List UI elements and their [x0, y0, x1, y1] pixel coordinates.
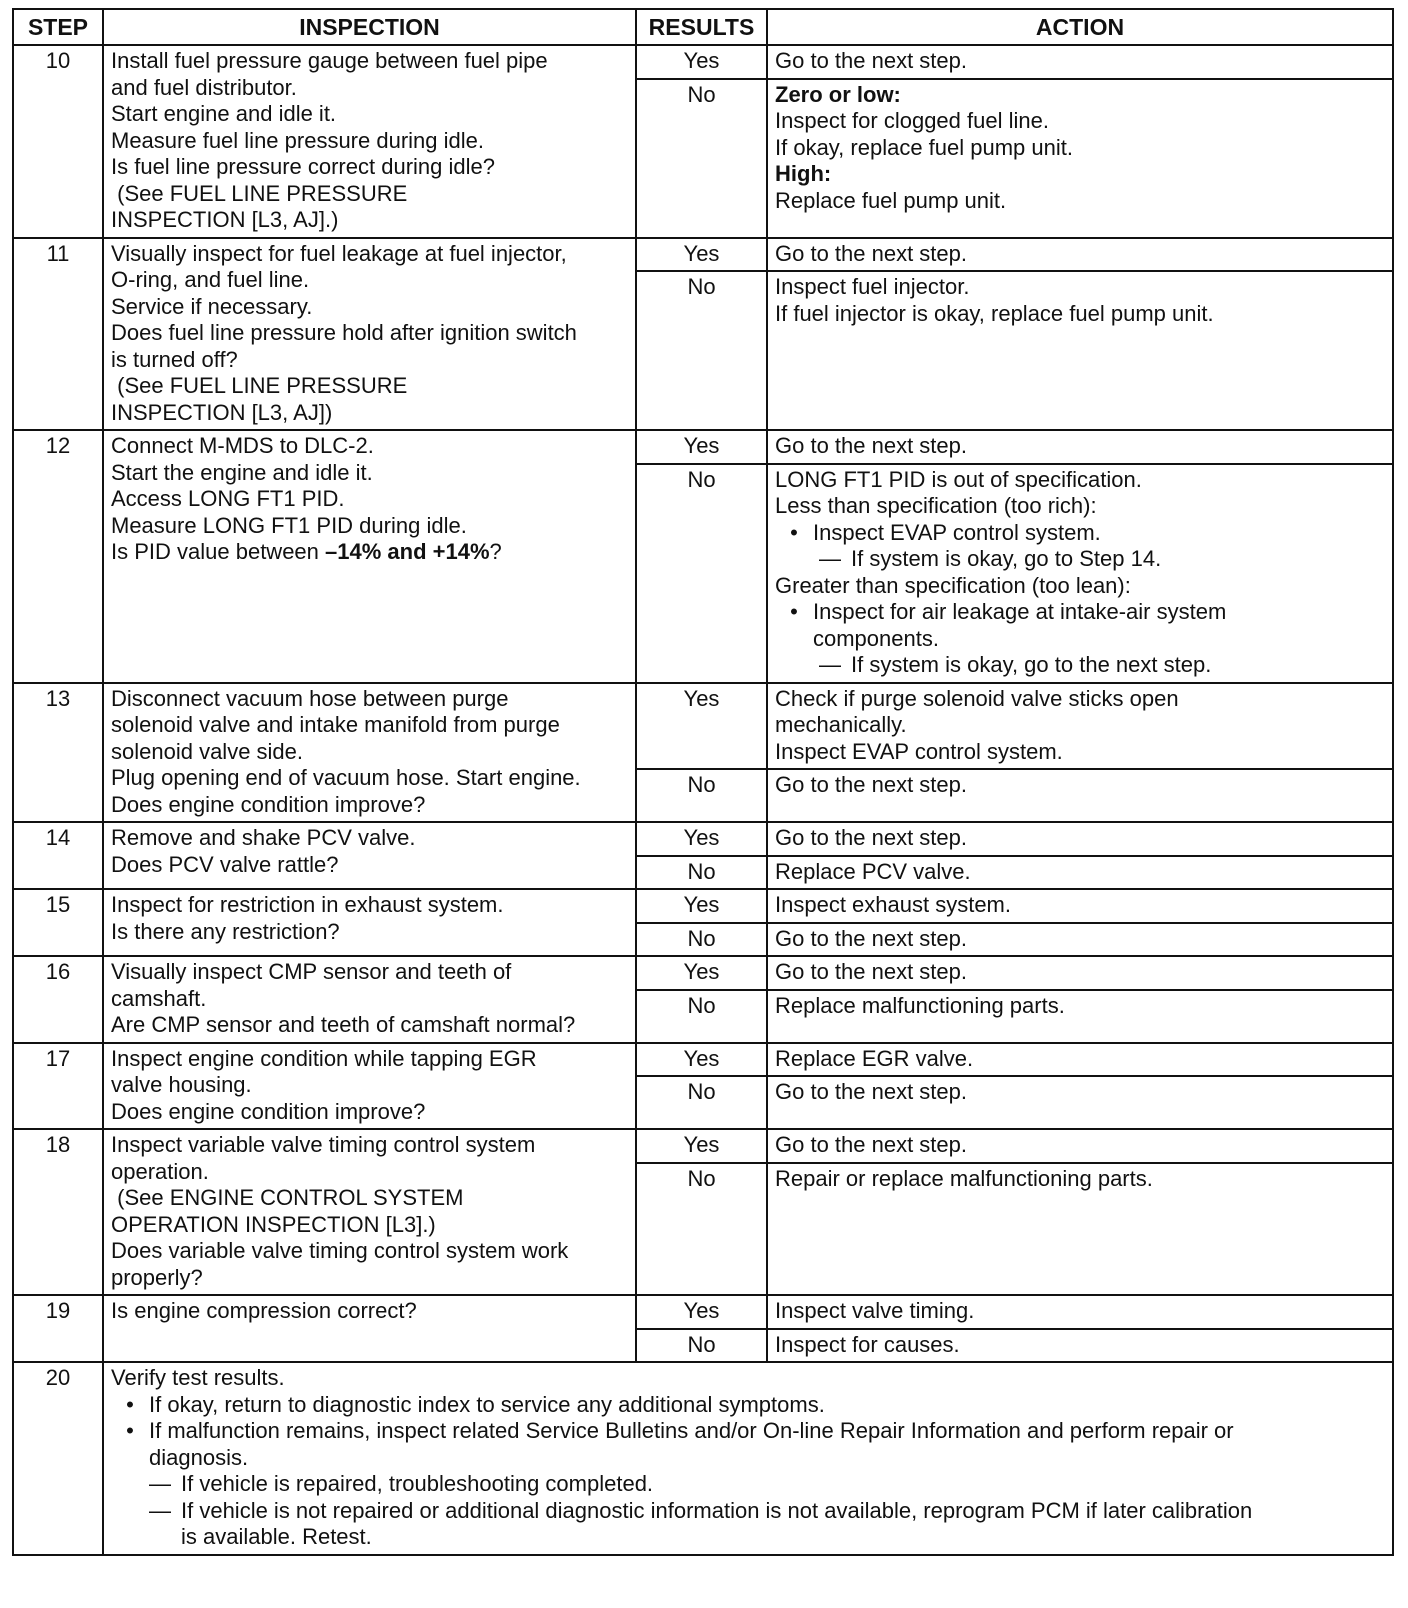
dash-text: If system is okay, go to the next step.: [851, 652, 1212, 677]
inspection-cell: [103, 889, 636, 956]
action-line: Inspect for clogged fuel line.: [775, 108, 1049, 133]
final-line: Verify test results.: [111, 1365, 285, 1390]
action-no: [767, 79, 1393, 238]
action-line: Less than specification (too rich):: [775, 493, 1097, 518]
result-yes: Yes: [636, 822, 767, 856]
column-header-action: ACTION: [767, 9, 1393, 45]
bullet-item: [775, 599, 1385, 626]
result-no: No: [636, 1076, 767, 1129]
result-yes: Yes: [636, 889, 767, 923]
dash-item: [775, 546, 1385, 573]
step-number: 12: [13, 430, 103, 683]
dash-item: [111, 1471, 1385, 1498]
inspection-line: is turned off?: [111, 346, 238, 372]
inspection-line: Does engine condition improve?: [111, 1098, 426, 1124]
inspection-cell: [103, 683, 636, 823]
inspection-cell: [103, 1295, 636, 1362]
inspection-line: Is fuel line pressure correct during idle?: [111, 154, 495, 179]
dash-icon: —: [149, 1497, 171, 1523]
inspection-line: Visually inspect for fuel leakage at fuel injector,: [111, 240, 567, 266]
result-no: No: [636, 769, 767, 822]
table-row: [13, 822, 1393, 856]
inspection-line: Measure LONG FT1 PID during idle.: [111, 512, 467, 538]
result-no: No: [636, 464, 767, 683]
inspection-line: Does fuel line pressure hold after ignition switch: [111, 320, 577, 345]
action-line: LONG FT1 PID is out of specification.: [775, 466, 1142, 492]
inspection-cell: [103, 956, 636, 1043]
table-row-final: [13, 1362, 1393, 1555]
step-number: 10: [13, 45, 103, 238]
dash-text: If vehicle is not repaired or additional diagnostic information is not available, reprogram PCM if later calibration: [181, 1497, 1253, 1523]
inspection-question: [111, 539, 628, 566]
table-row: [13, 889, 1393, 923]
action-line: If okay, replace fuel pump unit.: [775, 134, 1073, 160]
step-number: 13: [13, 683, 103, 823]
inspection-line: Measure fuel line pressure during idle.: [111, 127, 484, 153]
dash-text: is available. Retest.: [181, 1524, 372, 1549]
column-header-step: STEP: [13, 9, 103, 45]
action-yes: Inspect valve timing.: [767, 1295, 1393, 1329]
inspection-line: Are CMP sensor and teeth of camshaft normal?: [111, 1012, 576, 1037]
result-no: No: [636, 856, 767, 890]
dash-icon: —: [819, 652, 841, 677]
result-yes: Yes: [636, 1295, 767, 1329]
inspection-cell: [103, 430, 636, 683]
action-subheading: High:: [775, 161, 832, 186]
action-line: Check if purge solenoid valve sticks open: [775, 685, 1179, 711]
table-row: [13, 956, 1393, 990]
inspection-line: O-ring, and fuel line.: [111, 267, 310, 292]
table-row: [13, 683, 1393, 770]
result-yes: Yes: [636, 1043, 767, 1077]
bullet-item: [111, 1418, 1385, 1445]
diagnostic-procedure-sheet: [12, 8, 1392, 1556]
inspection-line: properly?: [111, 1264, 203, 1290]
action-no: Replace malfunctioning parts.: [767, 990, 1393, 1043]
inspection-line: Does engine condition improve?: [111, 791, 426, 817]
bullet-icon: •: [126, 1391, 134, 1417]
inspection-line: and fuel distributor.: [111, 74, 297, 100]
inspection-line: operation.: [111, 1158, 209, 1184]
step-number: 17: [13, 1043, 103, 1130]
action-yes: [767, 683, 1393, 770]
result-no: No: [636, 990, 767, 1043]
inspection-line: Is engine compression correct?: [111, 1298, 417, 1323]
result-yes: Yes: [636, 683, 767, 770]
question-range: –14% and +14%: [325, 539, 490, 564]
action-yes: Go to the next step.: [767, 45, 1393, 79]
question-mark: ?: [489, 539, 502, 564]
inspection-line: Access LONG FT1 PID.: [111, 486, 345, 511]
inspection-line: Install fuel pressure gauge between fuel pipe: [111, 48, 548, 73]
bullet-item: [775, 520, 1385, 547]
action-yes: Inspect exhaust system.: [767, 889, 1393, 923]
inspection-cell: [103, 822, 636, 889]
diagnostic-table: [12, 8, 1394, 1556]
result-yes: Yes: [636, 45, 767, 79]
dash-text: If vehicle is repaired, troubleshooting completed.: [181, 1471, 654, 1496]
table-row: [13, 430, 1393, 464]
action-yes: Replace EGR valve.: [767, 1043, 1393, 1077]
bullet-text: Inspect for air leakage at intake-air system: [813, 599, 1227, 624]
action-no: [767, 464, 1393, 683]
step-number: 20: [13, 1362, 103, 1555]
bullet-continuation: components.: [813, 625, 939, 651]
result-no: No: [636, 1163, 767, 1296]
inspection-line: Remove and shake PCV valve.: [111, 825, 416, 850]
dash-item: [775, 652, 1385, 679]
action-line: Replace fuel pump unit.: [775, 187, 1007, 213]
action-no: Inspect for causes.: [767, 1329, 1393, 1363]
action-yes: Go to the next step.: [767, 956, 1393, 990]
step-number: 15: [13, 889, 103, 956]
action-line: Inspect EVAP control system.: [775, 738, 1063, 764]
inspection-cell: [103, 1043, 636, 1130]
table-row: [13, 1295, 1393, 1329]
inspection-line: solenoid valve and intake manifold from purge: [111, 712, 560, 737]
bullet-text: If okay, return to diagnostic index to service any additional symptoms.: [149, 1391, 825, 1417]
step-number: 18: [13, 1129, 103, 1295]
bullet-icon: •: [790, 599, 798, 624]
table-row: [13, 238, 1393, 272]
inspection-line: Start engine and idle it.: [111, 101, 337, 126]
question-text: Is PID value between: [111, 539, 326, 564]
action-yes: Go to the next step.: [767, 430, 1393, 464]
dash-text: If system is okay, go to Step 14.: [851, 546, 1162, 571]
inspection-line: Inspect for restriction in exhaust system.: [111, 892, 504, 917]
inspection-line: Does variable valve timing control system work: [111, 1238, 569, 1263]
bullet-icon: •: [126, 1418, 134, 1443]
bullet-text: Inspect EVAP control system.: [813, 519, 1101, 545]
inspection-cell: [103, 238, 636, 431]
column-header-inspection: INSPECTION: [103, 9, 636, 45]
action-no: Replace PCV valve.: [767, 856, 1393, 890]
step-number: 11: [13, 238, 103, 431]
action-no: Go to the next step.: [767, 769, 1393, 822]
inspection-line: Disconnect vacuum hose between purge: [111, 685, 509, 711]
action-line: Greater than specification (too lean):: [775, 572, 1131, 598]
dash-icon: —: [149, 1471, 171, 1496]
inspection-line: Is there any restriction?: [111, 918, 340, 944]
action-yes: Go to the next step.: [767, 1129, 1393, 1163]
action-no: Go to the next step.: [767, 923, 1393, 957]
inspection-cell: [103, 45, 636, 238]
step-number: 14: [13, 822, 103, 889]
inspection-line: Visually inspect CMP sensor and teeth of: [111, 959, 512, 984]
inspection-line: solenoid valve side.: [111, 738, 304, 764]
inspection-line: camshaft.: [111, 985, 207, 1011]
table-row: [13, 1043, 1393, 1077]
result-no: No: [636, 79, 767, 238]
inspection-line: INSPECTION [L3, AJ]): [111, 399, 333, 425]
inspection-line: Start the engine and idle it.: [111, 459, 373, 485]
inspection-line: Does PCV valve rattle?: [111, 851, 339, 877]
inspection-line: OPERATION INSPECTION [L3].): [111, 1211, 436, 1237]
dash-item: [111, 1498, 1385, 1525]
inspection-line: valve housing.: [111, 1072, 252, 1097]
step-number: 16: [13, 956, 103, 1043]
table-header-row: [13, 9, 1393, 45]
bullet-icon: •: [790, 519, 798, 545]
result-no: No: [636, 923, 767, 957]
result-no: No: [636, 271, 767, 430]
inspection-line: Connect M-MDS to DLC-2.: [111, 433, 374, 458]
inspection-line: (See FUEL LINE PRESSURE: [111, 373, 408, 398]
inspection-line: Inspect engine condition while tapping EGR: [111, 1045, 537, 1071]
result-yes: Yes: [636, 430, 767, 464]
action-yes: Go to the next step.: [767, 238, 1393, 272]
action-line: Inspect fuel injector.: [775, 274, 970, 299]
action-line: mechanically.: [775, 712, 907, 737]
result-yes: Yes: [636, 238, 767, 272]
action-no: Go to the next step.: [767, 1076, 1393, 1129]
inspection-line: (See ENGINE CONTROL SYSTEM: [111, 1185, 464, 1210]
action-line: If fuel injector is okay, replace fuel pump unit.: [775, 300, 1214, 326]
action-yes: Go to the next step.: [767, 822, 1393, 856]
step-number: 19: [13, 1295, 103, 1362]
column-header-results: RESULTS: [636, 9, 767, 45]
result-yes: Yes: [636, 956, 767, 990]
table-row: [13, 45, 1393, 79]
table-row: [13, 1129, 1393, 1163]
action-no: Repair or replace malfunctioning parts.: [767, 1163, 1393, 1296]
final-instructions: [103, 1362, 1393, 1555]
action-subheading: Zero or low:: [775, 81, 901, 107]
action-no: [767, 271, 1393, 430]
result-no: No: [636, 1329, 767, 1363]
inspection-line: Plug opening end of vacuum hose. Start engine.: [111, 765, 581, 790]
dash-icon: —: [819, 546, 841, 571]
bullet-continuation: diagnosis.: [149, 1444, 249, 1470]
dash-continuation: [111, 1524, 1385, 1551]
inspection-line: INSPECTION [L3, AJ].): [111, 207, 339, 232]
inspection-line: Service if necessary.: [111, 293, 313, 319]
inspection-line: (See FUEL LINE PRESSURE: [111, 180, 408, 206]
inspection-line: Inspect variable valve timing control system: [111, 1132, 536, 1157]
bullet-text: If malfunction remains, inspect related Service Bulletins and/or On-line Repair Information and perform repair or: [149, 1418, 1234, 1443]
inspection-cell: [103, 1129, 636, 1295]
bullet-item: [111, 1392, 1385, 1419]
result-yes: Yes: [636, 1129, 767, 1163]
